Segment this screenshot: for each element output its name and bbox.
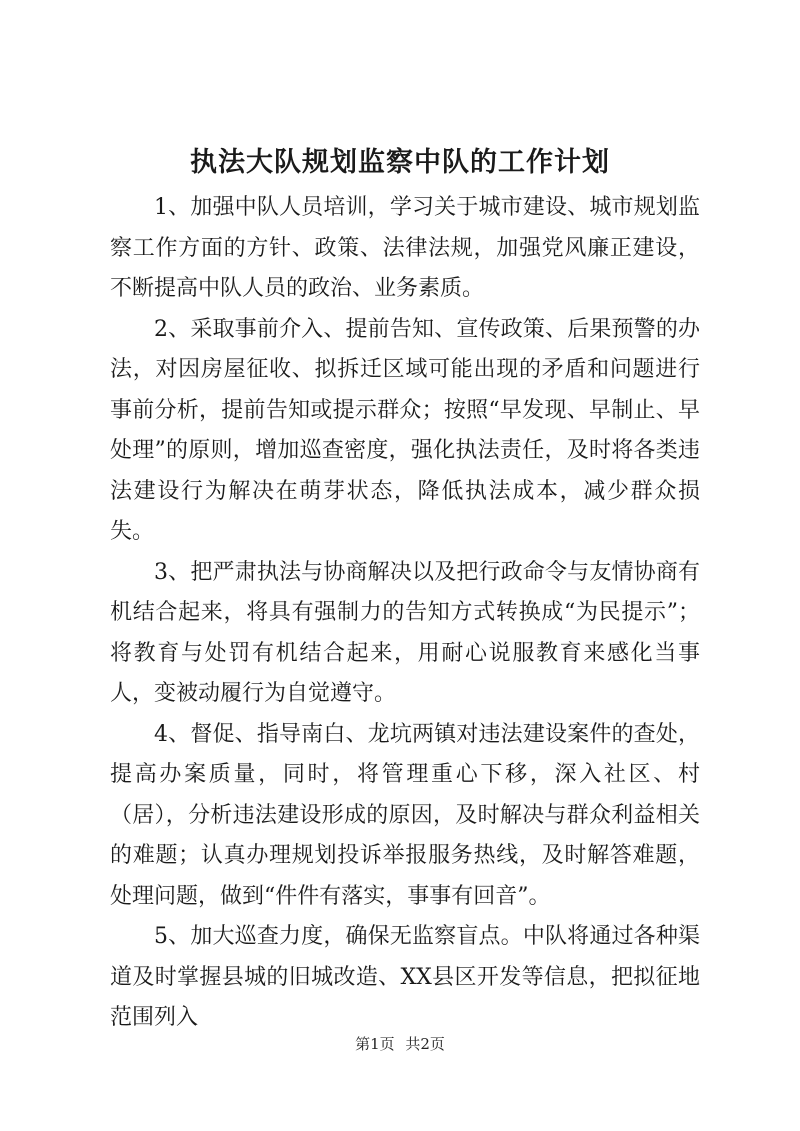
page-number: 第1页 [355, 1035, 395, 1053]
document-body [110, 188, 700, 1039]
document-title: 执法大队规划监察中队的工作计划 [190, 147, 610, 178]
paragraph-1: 1、加强中队人员培训，学习关于城市建设、城市规划监察工作方面的方针、政策、法律法规，加强党风廉正建设，不断提高中队人员的政治、业务素质。 [110, 195, 700, 301]
paragraph-5: 5、加大巡查力度，确保无监察盲点。中队将通过各种渠道及时掌握县城的旧城改造、XX县区开发等信息，把拟征地范围列入 [110, 924, 700, 1030]
page-total: 共2页 [405, 1035, 445, 1053]
paragraph-4: 4、督促、指导南白、龙坑两镇对违法建设案件的查处，提高办案质量，同时，将管理重心下移，深入社区、村（居），分析违法建设形成的原因，及时解决与群众利益相关的难题；认真办理规划投诉举报服务热线，及时解答难题，处理问题，做到“件件有落实，事事有回音”。 [110, 721, 700, 909]
paragraph-3: 3、把严肃执法与协商解决以及把行政命令与友情协商有机结合起来，将具有强制力的告知方式转换成“为民提示”；将教育与处罚有机结合起来，用耐心说服教育来感化当事人，变被动履行为自觉遵守。 [110, 559, 700, 706]
page-footer [0, 1033, 800, 1054]
paragraph-2: 2、采取事前介入、提前告知、宣传政策、后果预警的办法，对因房屋征收、拟拆迁区域可能出现的矛盾和问题进行事前分析，提前告知或提示群众；按照“早发现、早制止、早处理”的原则，增加巡查密度，强化执法责任，及时将各类违法建设行为解决在萌芽状态，降低执法成本，减少群众损失。 [110, 316, 700, 544]
